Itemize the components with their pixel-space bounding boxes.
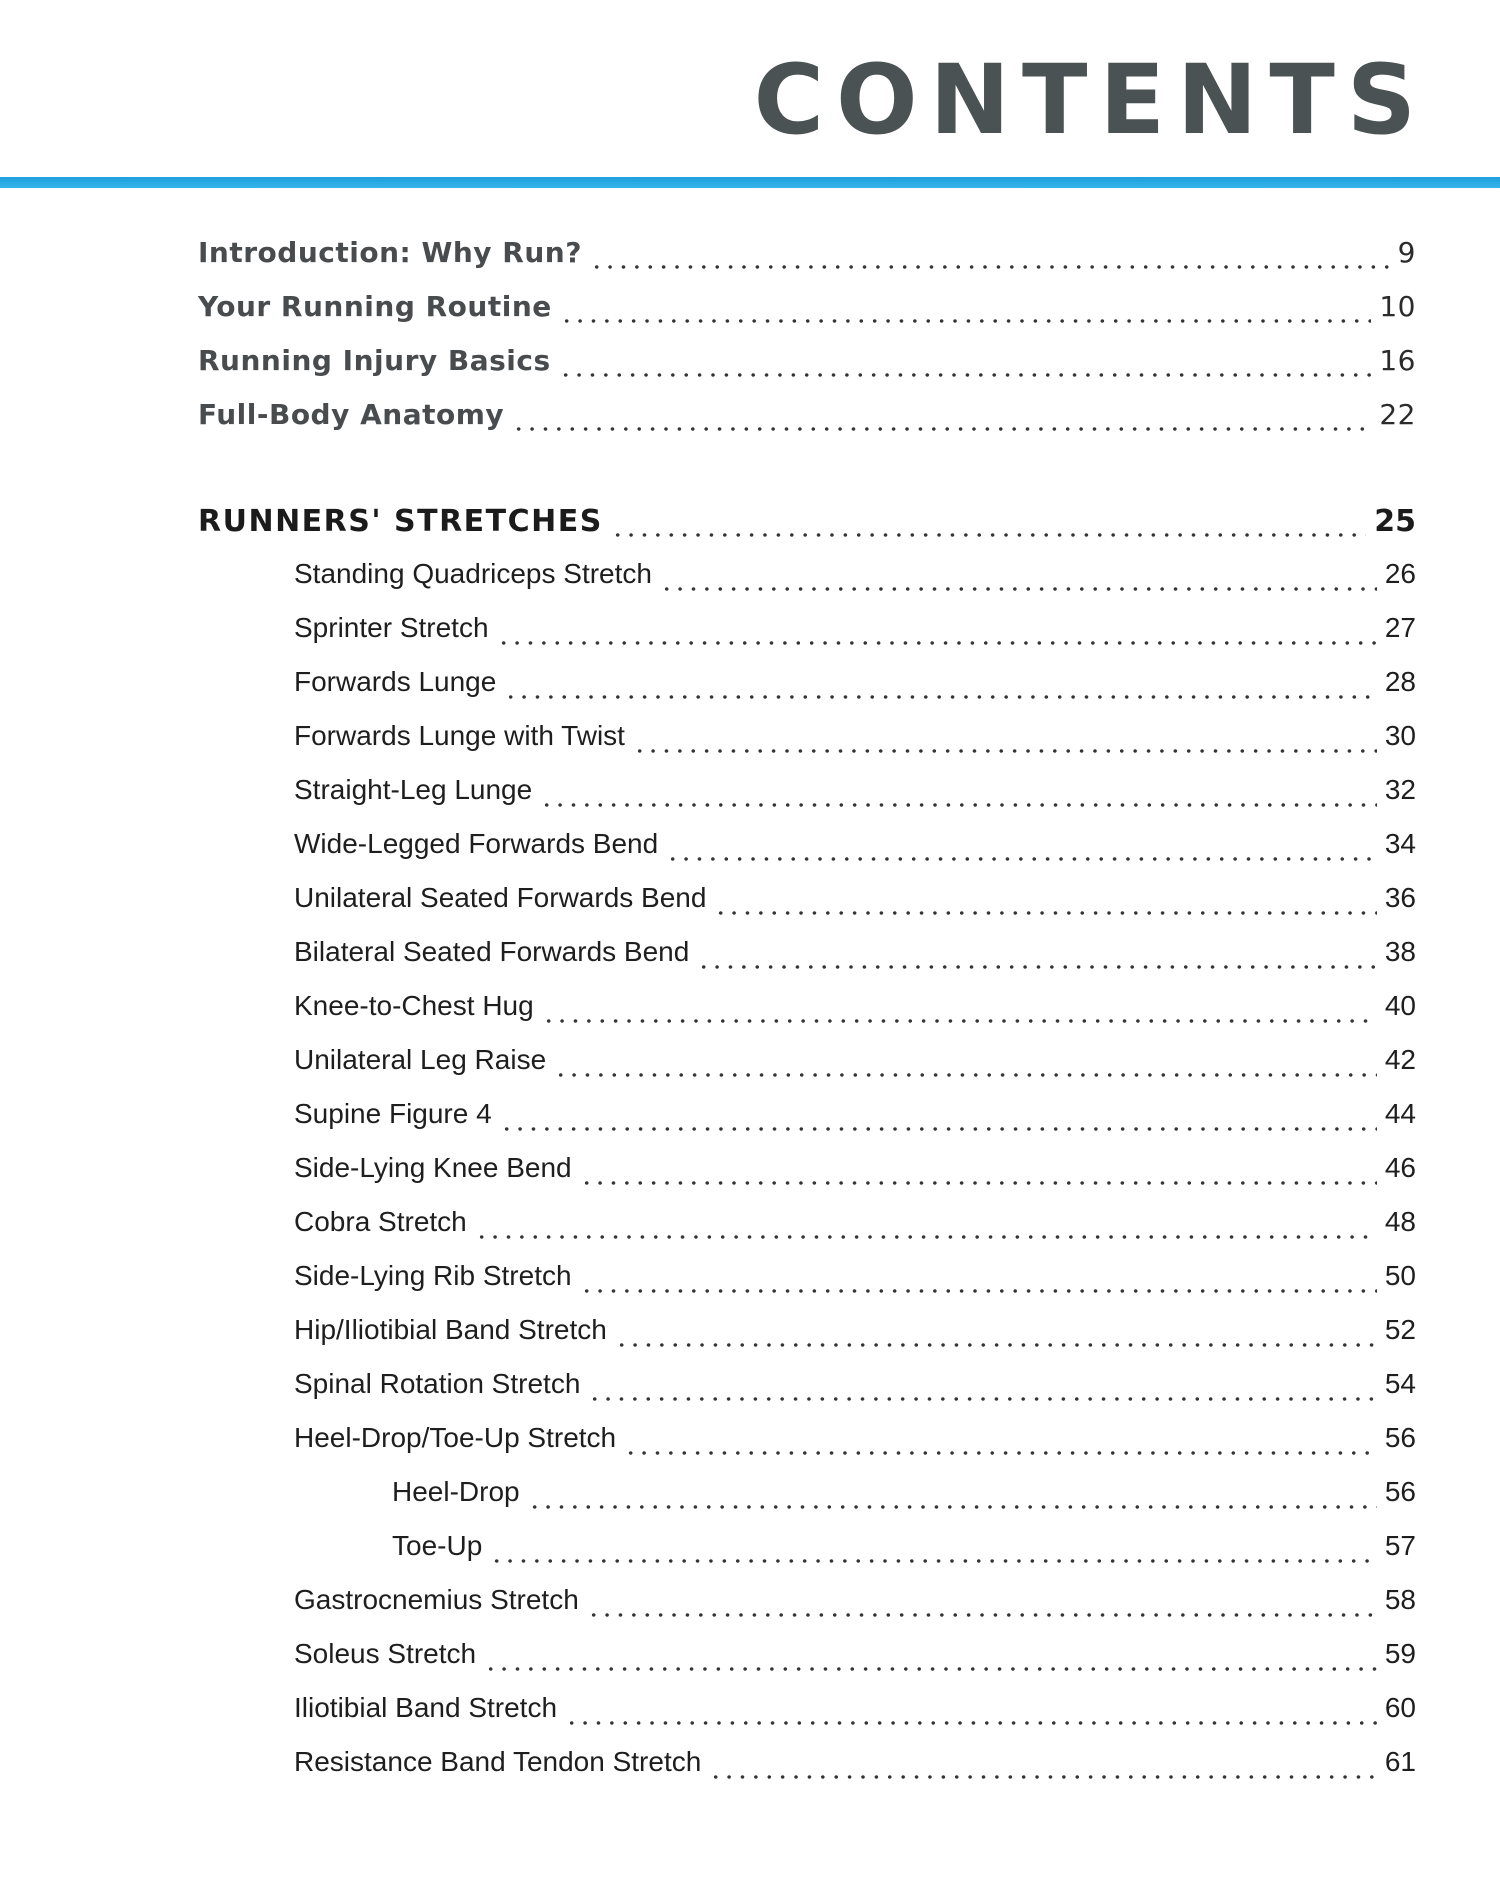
toc-page-number: 10 <box>1379 290 1416 323</box>
toc-row[interactable] <box>294 1206 1416 1246</box>
toc-row[interactable] <box>294 828 1416 868</box>
dot-leader <box>554 1050 1377 1084</box>
toc-label: Resistance Band Tendon Stretch <box>294 1746 702 1777</box>
toc-row-running-routine[interactable] <box>198 290 1416 330</box>
dot-leader <box>633 726 1377 760</box>
toc-label: Supine Figure 4 <box>294 1098 492 1129</box>
toc-page-number: 56 <box>1384 1422 1416 1453</box>
toc-row[interactable] <box>294 936 1416 976</box>
dot-leader <box>709 1752 1377 1786</box>
toc-row[interactable] <box>294 1152 1416 1192</box>
dot-leader <box>580 1158 1377 1192</box>
toc-row[interactable] <box>294 1314 1416 1354</box>
toc-label: Gastrocnemius Stretch <box>294 1584 579 1615</box>
toc-label: Standing Quadriceps Stretch <box>294 558 652 589</box>
toc-subrow[interactable] <box>392 1476 1416 1516</box>
toc-row[interactable] <box>294 1098 1416 1138</box>
toc-label: Full-Body Anatomy <box>198 398 505 431</box>
toc-page-number: 34 <box>1384 828 1416 859</box>
toc-page-number: 58 <box>1384 1584 1416 1615</box>
toc-label: Wide-Legged Forwards Bend <box>294 828 659 859</box>
toc-row-injury-basics[interactable] <box>198 344 1416 384</box>
toc-page-number: 57 <box>1384 1530 1416 1561</box>
toc-page-number: 56 <box>1384 1476 1416 1507</box>
toc-label: Side-Lying Rib Stretch <box>294 1260 572 1291</box>
toc-section-runners-stretches[interactable] <box>198 504 1416 544</box>
dot-leader <box>540 780 1377 814</box>
toc-page-number: 60 <box>1384 1692 1416 1723</box>
toc-row[interactable] <box>294 990 1416 1030</box>
toc-page-number: 27 <box>1384 612 1416 643</box>
toc-page-number: 9 <box>1397 236 1416 269</box>
toc-row[interactable] <box>294 1368 1416 1408</box>
dot-leader <box>615 1320 1377 1354</box>
toc-row-introduction[interactable] <box>198 236 1416 276</box>
toc-page-number: 16 <box>1379 344 1416 377</box>
toc-label: Spinal Rotation Stretch <box>294 1368 581 1399</box>
toc-page-number: 50 <box>1384 1260 1416 1291</box>
toc-label: Iliotibial Band Stretch <box>294 1692 558 1723</box>
toc-label: Forwards Lunge <box>294 666 497 697</box>
dot-leader <box>497 618 1377 652</box>
toc-label: Running Injury Basics <box>198 344 551 377</box>
toc-row[interactable] <box>294 1584 1416 1624</box>
toc-label: Soleus Stretch <box>294 1638 477 1669</box>
toc-page-number: 61 <box>1384 1746 1416 1777</box>
dot-leader <box>590 242 1390 276</box>
toc-label: Unilateral Seated Forwards Bend <box>294 882 707 913</box>
dot-leader <box>660 564 1377 598</box>
dot-leader <box>504 672 1377 706</box>
dot-leader <box>559 350 1372 384</box>
toc-label: Cobra Stretch <box>294 1206 467 1237</box>
page-title: CONTENTS <box>753 44 1428 156</box>
toc-page-number: 48 <box>1384 1206 1416 1237</box>
toc-page-number: 42 <box>1384 1044 1416 1075</box>
dot-leader <box>560 296 1372 330</box>
toc-page-number: 36 <box>1384 882 1416 913</box>
toc-label: Hip/Iliotibial Band Stretch <box>294 1314 607 1345</box>
section-label: RUNNERS' STRETCHES <box>198 504 603 539</box>
toc-label: Heel-Drop <box>392 1476 520 1507</box>
toc-page-number: 32 <box>1384 774 1416 805</box>
dot-leader <box>484 1644 1377 1678</box>
toc-label: Knee-to-Chest Hug <box>294 990 534 1021</box>
toc-row[interactable] <box>294 1044 1416 1084</box>
toc-label: Your Running Routine <box>198 290 552 323</box>
toc-row[interactable] <box>294 1422 1416 1462</box>
toc-row[interactable] <box>294 1638 1416 1678</box>
toc-subrow[interactable] <box>392 1530 1416 1570</box>
dot-leader <box>528 1482 1377 1516</box>
toc-label: Straight-Leg Lunge <box>294 774 533 805</box>
dot-leader <box>587 1590 1377 1624</box>
toc-row[interactable] <box>294 720 1416 760</box>
section-page-number: 25 <box>1374 504 1416 539</box>
dot-leader <box>666 834 1377 868</box>
dot-leader <box>542 996 1377 1030</box>
dot-leader <box>490 1536 1377 1570</box>
dot-leader <box>624 1428 1377 1462</box>
dot-leader <box>500 1104 1377 1138</box>
dot-leader <box>580 1266 1377 1300</box>
toc-page-number: 46 <box>1384 1152 1416 1183</box>
toc-label: Bilateral Seated Forwards Bend <box>294 936 690 967</box>
toc-row[interactable] <box>294 666 1416 706</box>
toc-label: Unilateral Leg Raise <box>294 1044 547 1075</box>
toc-label: Toe-Up <box>392 1530 483 1561</box>
dot-leader <box>714 888 1376 922</box>
dot-leader <box>565 1698 1377 1732</box>
toc-label: Sprinter Stretch <box>294 612 489 643</box>
dot-leader <box>588 1374 1376 1408</box>
toc-row[interactable] <box>294 774 1416 814</box>
dot-leader <box>512 404 1371 438</box>
toc-page-number: 26 <box>1384 558 1416 589</box>
dot-leader <box>611 510 1366 544</box>
dot-leader <box>475 1212 1377 1246</box>
toc-page-number: 59 <box>1384 1638 1416 1669</box>
toc-page-number: 52 <box>1384 1314 1416 1345</box>
toc-row[interactable] <box>294 558 1416 598</box>
toc-page-number: 22 <box>1379 398 1416 431</box>
toc-page-number: 54 <box>1384 1368 1416 1399</box>
toc-row[interactable] <box>294 1692 1416 1732</box>
toc-row[interactable] <box>294 612 1416 652</box>
toc-label: Side-Lying Knee Bend <box>294 1152 572 1183</box>
toc-page-number: 40 <box>1384 990 1416 1021</box>
toc-page-number: 30 <box>1384 720 1416 751</box>
toc-label: Forwards Lunge with Twist <box>294 720 625 751</box>
toc-row-full-body-anatomy[interactable] <box>198 398 1416 438</box>
toc-row[interactable] <box>294 1746 1416 1786</box>
toc-row[interactable] <box>294 1260 1416 1300</box>
toc-row[interactable] <box>294 882 1416 922</box>
dot-leader <box>697 942 1377 976</box>
toc-page-number: 38 <box>1384 936 1416 967</box>
toc-page-number: 28 <box>1384 666 1416 697</box>
toc-label: Introduction: Why Run? <box>198 236 582 269</box>
toc-page-number: 44 <box>1384 1098 1416 1129</box>
toc-label: Heel-Drop/Toe-Up Stretch <box>294 1422 617 1453</box>
